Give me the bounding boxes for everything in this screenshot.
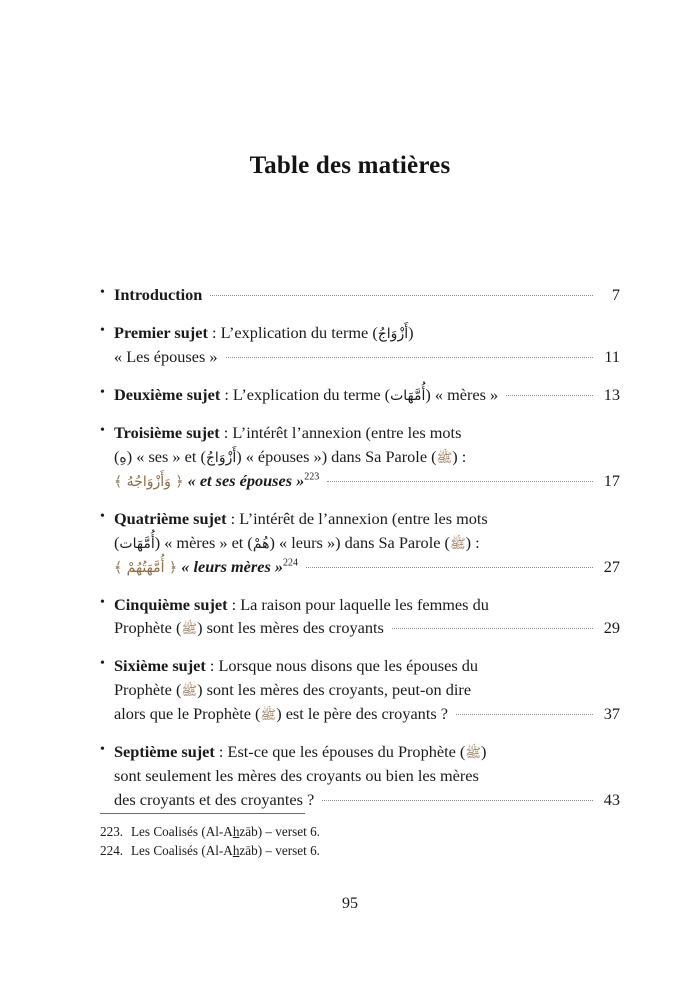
page-title: Table des matières [249,152,451,179]
toc-separator: : [205,656,219,676]
toc-entry-label: Deuxième sujet [114,384,221,404]
toc-entry-label: Introduction [114,285,203,304]
table-of-contents-list [100,283,620,826]
arabic-term: هُمْ [252,535,270,552]
footnotes-section [100,813,500,860]
toc-entry-sixieme-sujet[interactable] [100,654,620,726]
toc-line [114,616,620,640]
footnote-marker[interactable]: 223 [304,471,320,483]
toc-separator: : [226,508,240,528]
toc-line [114,654,620,678]
bullet-icon: • [100,742,105,758]
sallallahu-alayhi-wasallam-icon: ﷺ [181,684,198,700]
leader-dots [322,800,593,801]
toc-text-a: alors que le Prophète ( [114,704,261,724]
toc-text-c: ) « leurs ») dans Sa Parole ( [269,532,450,552]
toc-text: L’intérêt de l’annexion (entre les mots [239,508,488,528]
toc-entry-text [114,383,498,407]
footnote-number: 224. [100,842,124,858]
toc-line [114,321,620,345]
toc-entry-quatrieme-sujet[interactable] [100,507,620,579]
toc-page-number: 27 [603,556,620,576]
footnote-marker[interactable]: 224 [283,557,298,569]
toc-line [114,788,620,812]
toc-text-b: ) sont les mères des croyants [197,618,384,638]
leader-dots [506,395,593,396]
toc-entry-label: Cinquième sujet [114,594,228,614]
leader-dots [392,628,593,629]
toc-entry-label: Septième sujet [114,742,215,762]
toc-text-b: ) « mères » et ( [154,532,253,552]
toc-entry-cinquieme-sujet[interactable] [100,593,620,641]
leader-dots [456,714,593,715]
leader-dots [210,295,593,296]
page-folio-number: 95 [342,895,358,912]
toc-line [114,555,620,579]
toc-entry-premier-sujet[interactable] [100,321,620,369]
footnote-text [131,823,320,842]
toc-text-a: Prophète ( [114,618,182,638]
bullet-icon: • [100,285,105,300]
toc-text-pre: L’explication du terme ( [232,384,391,404]
toc-line [114,531,620,555]
footnote-text-underlined: h [232,824,240,839]
arabic-term: أُمَّهَات [390,387,426,404]
arabic-term: أَزْوَاجُ [377,325,409,342]
toc-entry-text [114,283,202,307]
toc-line [114,678,620,702]
toc-line [114,702,620,726]
leader-dots [327,481,593,482]
toc-text-b: ) est le père des croyants ? [276,704,448,724]
toc-entry-deuxieme-sujet[interactable] [100,383,620,407]
toc-text-b: ) [481,742,487,762]
toc-text: L’intérêt l’annexion (entre les mots [232,422,462,442]
toc-text-a: ( [114,532,120,552]
toc-separator: : [207,322,221,342]
footnote-text-pre: Les Coalisés (Al-A [131,824,233,839]
toc-entry-label: Quatrième sujet [114,508,227,528]
toc-page-number: 29 [603,618,620,638]
toc-entry-text [114,555,298,579]
toc-page-number: 37 [603,704,620,724]
footnote-separator-rule [100,813,305,814]
toc-page-number: 17 [603,470,620,490]
footnote-text-pre: Les Coalisés (Al-A [131,842,233,858]
toc-entry-text [114,702,448,726]
toc-text-a: ( [114,446,120,466]
arabic-term: هِ [119,449,127,466]
toc-line [114,507,620,531]
toc-text-b: ) « ses » et ( [126,446,206,466]
toc-entry-text: des croyants et des croyantes ? [114,790,315,810]
toc-text-d: ) : [465,532,480,552]
toc-entry-label: Troisième sujet [114,422,220,442]
sallallahu-alayhi-wasallam-icon: ﷺ [449,536,466,552]
toc-separator: : [219,422,233,442]
arabic-term: أَزْوَاجُ [205,449,237,466]
quranic-verse: ﴿ أُمَّهَتُهُمْ ﴾ [114,559,178,576]
toc-text: La raison pour laquelle les femmes du [240,594,489,614]
toc-line [114,445,620,469]
toc-page-number: 11 [604,346,620,366]
toc-line [114,469,620,493]
sallallahu-alayhi-wasallam-icon: ﷺ [436,450,453,466]
sallallahu-alayhi-wasallam-icon: ﷺ [260,708,277,724]
bullet-icon: • [100,322,105,338]
bullet-icon: • [100,422,105,438]
toc-text-a: Est-ce que les épouses du Prophète ( [227,742,466,762]
leader-dots [226,357,593,358]
toc-text-post: ) [408,322,414,342]
toc-entry-text [114,616,384,640]
toc-text: Lorsque nous disons que les épouses du [218,656,479,676]
toc-text-c: ) « épouses ») dans Sa Parole ( [236,446,437,466]
toc-entry-introduction[interactable] [100,283,620,307]
toc-line [114,740,620,764]
sallallahu-alayhi-wasallam-icon: ﷺ [465,746,482,762]
footnote-text-post: zāb) – verset 6. [239,824,320,839]
bullet-icon: • [100,594,105,610]
toc-page-number: 13 [603,384,620,404]
toc-entry-label: Premier sujet [114,322,208,342]
quranic-verse: ﴿ وَأَزْوَاجُهُ ﴾ [114,473,184,490]
footnote-text [131,842,320,861]
toc-entry-text [114,469,319,493]
bullet-icon: • [100,508,105,524]
toc-line [114,421,620,445]
toc-entry-label: Sixième sujet [114,656,206,676]
toc-text-post: ) « mères » [425,384,499,404]
footnote-number: 223. [100,824,124,839]
toc-line [114,383,620,407]
toc-line [114,283,620,307]
verse-translation: « et ses épouses » [187,470,305,490]
footnote-text-post: zāb) – verset 6. [239,842,320,858]
footnote-item [100,842,500,861]
toc-entry-troisieme-sujet[interactable] [100,421,620,493]
verse-translation: « leurs mères » [181,556,283,576]
bullet-icon: • [100,656,105,672]
toc-separator: : [220,384,233,404]
toc-text-d: ) : [452,446,467,466]
toc-entry-text: « Les épouses » [114,346,218,366]
toc-page-number: 7 [611,285,620,304]
leader-dots [306,567,593,568]
toc-text-pre: L’explication du terme ( [220,322,378,342]
toc-text-b: ) sont les mères des croyants, peut-on dire [197,680,472,700]
footnote-item [100,823,500,842]
toc-line: sont seulement les mères des croyants ou bien les mères [114,766,479,786]
toc-text-a: Prophète ( [114,680,182,700]
toc-separator: : [227,594,241,614]
sallallahu-alayhi-wasallam-icon: ﷺ [181,622,198,638]
toc-entry-septieme-sujet[interactable] [100,740,620,812]
toc-separator: : [214,742,228,762]
footnote-text-underlined: h [232,842,240,858]
toc-line [114,593,620,617]
toc-page-number: 43 [603,790,620,810]
arabic-term: أُمَّهَات [119,535,155,552]
bullet-icon: • [100,384,105,400]
toc-line [114,345,620,369]
